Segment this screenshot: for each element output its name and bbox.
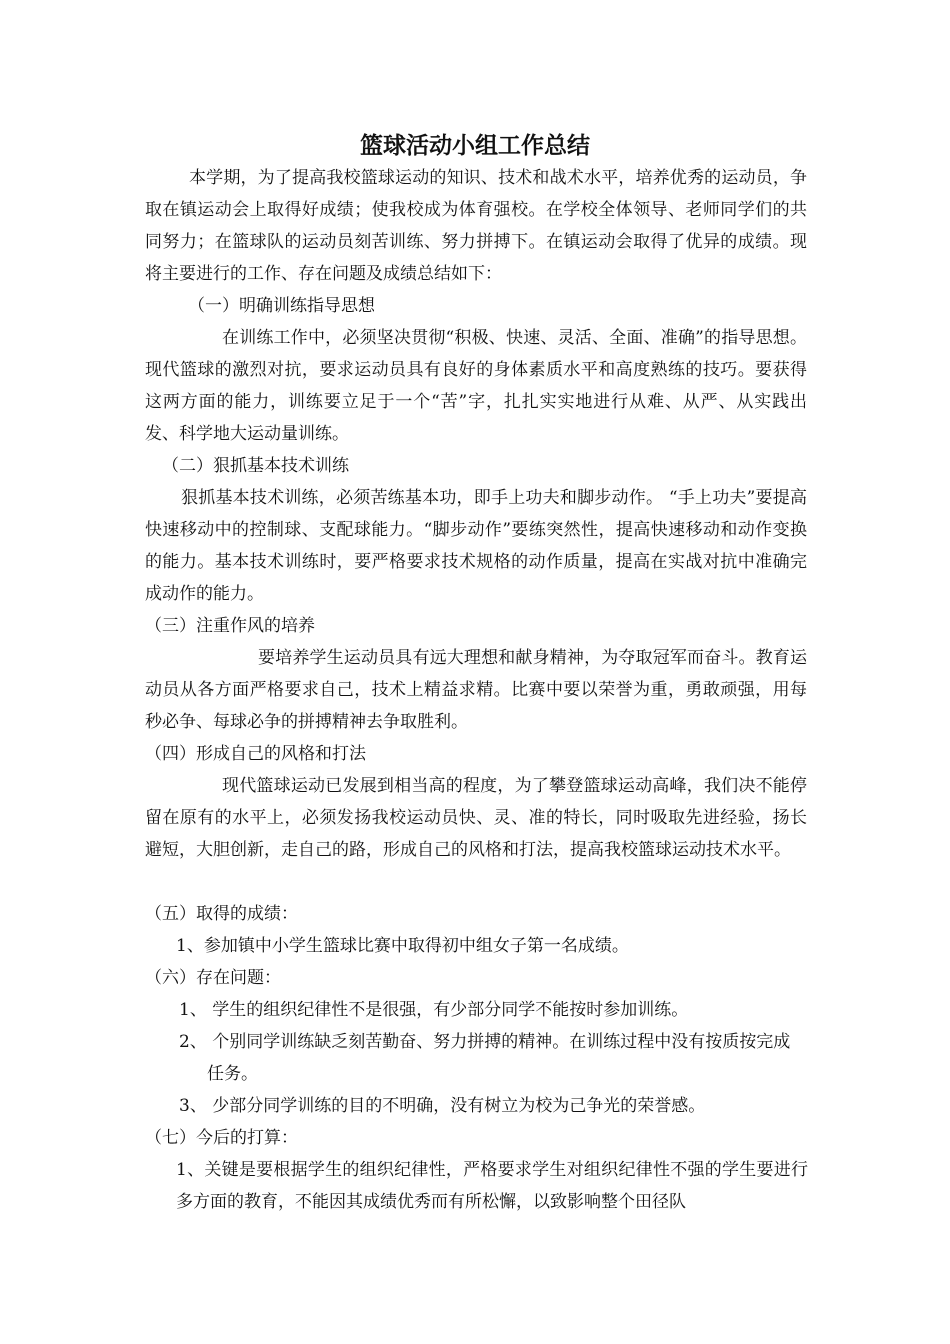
document-title: 篮球活动小组工作总结 [360,133,590,159]
section-heading-3: （三）注重作风的培养 [145,616,315,636]
problem-item-1: 1、 学生的组织纪律性不是很强，有少部分同学不能按时参加训练。 [179,1000,689,1020]
section-body-4: 现代篮球运动已发展到相当高的程度，为了攀登篮球运动高峰，我们决不能停留在原有的水平上，必须发扬我校运动员快、灵、准的特长，同时吸取先进经验，扬长避短，大胆创新，走自己的路，形成自己的风格和打法，提高我校篮球运动技术水平。 [145,776,807,860]
section-heading-2: （二）狠抓基本技术训练 [162,456,349,476]
achievement-item-1: 1、参加镇中小学生篮球比赛中取得初中组女子第一名成绩。 [176,936,629,956]
plan-item-1: 1、关键是要根据学生的组织纪律性，严格要求学生对组织纪律性不强的学生要进行多方面的教育，不能因其成绩优秀而有所松懈，以致影响整个田径队 [176,1160,808,1212]
section-heading-1: （一）明确训练指导思想 [188,296,375,316]
problem-item-3: 3、 少部分同学训练的目的不明确，没有树立为校为己争光的荣誉感。 [179,1096,706,1116]
section-heading-6: （六）存在问题： [145,968,281,988]
section-heading-4: （四）形成自己的风格和打法 [145,744,366,764]
section-heading-5: （五）取得的成绩： [145,904,298,924]
section-body-1: 在训练工作中，必须坚决贯彻“积极、快速、灵活、全面、准确”的指导思想。现代篮球的激烈对抗，要求运动员具有良好的身体素质水平和高度熟练的技巧。要获得这两方面的能力，训练要立足于一个“苦”字，扎扎实实地进行从难、从严、从实践出发、科学地大运动量训练。 [145,328,807,444]
intro-paragraph: 本学期，为了提高我校篮球运动的知识、技术和战术水平，培养优秀的运动员，争取在镇运动会上取得好成绩；使我校成为体育强校。在学校全体领导、老师同学们的共同努力；在篮球队的运动员刻苦训练、努力拼搏下。在镇运动会取得了优异的成绩。现将主要进行的工作、存在问题及成绩总结如下： [145,168,807,284]
problem-item-2: 2、 个别同学训练缺乏刻苦勤奋、努力拼搏的精神。在训练过程中没有按质按完成任务。 [179,1032,791,1084]
section-body-3: 要培养学生运动员具有远大理想和献身精神，为夺取冠军而奋斗。教育运动员从各方面严格要求自己，技术上精益求精。比赛中要以荣誉为重，勇敢顽强，用每秒必争、每球必争的拼搏精神去争取胜利。 [145,648,807,732]
section-heading-7: （七）今后的打算： [145,1128,298,1148]
section-body-2: 狠抓基本技术训练，必须苦练基本功，即手上功夫和脚步动作。 “手上功夫”要提高快速移动中的控制球、支配球能力。“脚步动作”要练突然性，提高快速移动和动作变换的能力。基本技术训练时，要严格要求技术规格的动作质量，提高在实战对抗中准确完成动作的能力。 [145,488,807,604]
